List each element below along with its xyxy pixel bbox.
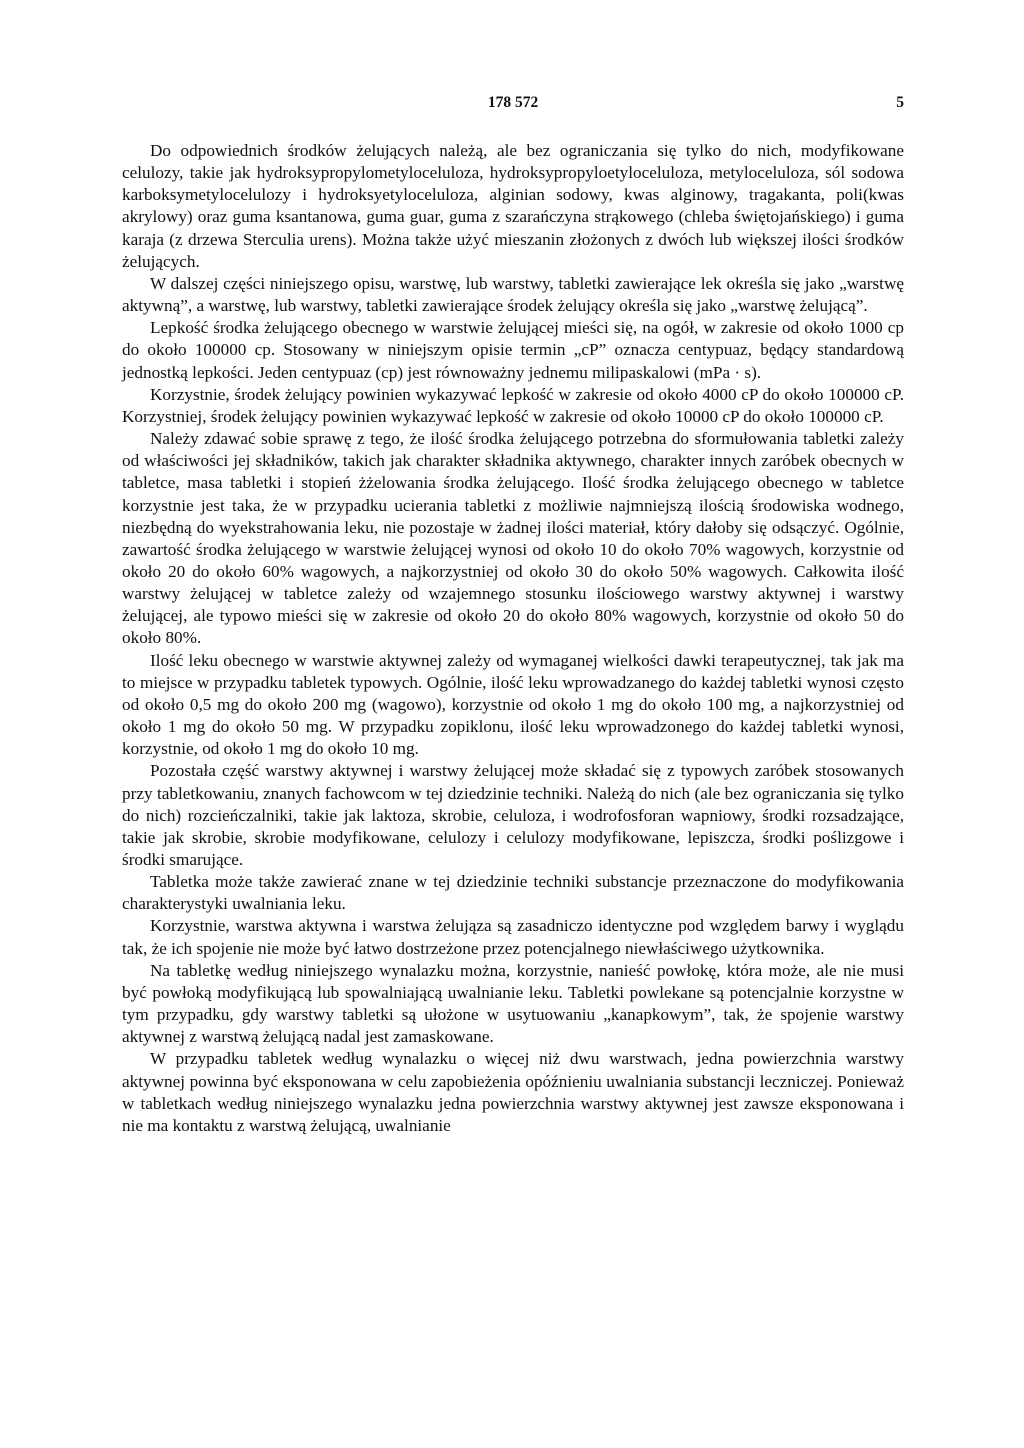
body-text xyxy=(122,140,904,1137)
paragraph: Należy zdawać sobie sprawę z tego, że ilość środka żelującego potrzebna do sformułowania tabletki zależy od właściwości jej składników, takich jak charakter składnika aktywnego, charakter innych zaróbek obecnych w tabletce, masa tabletki i stopień żżelowania środka żelującego. Ilość środka żelującego obecnego w tabletce korzystnie jest taka, że w przypadku ucierania tabletki z możliwie najmniejszą ilością środowiska wodnego, niezbędną do wyekstrahowania leku, nie pozostaje w żadnej ilości materiał, który dałoby się odsączyć. Ogólnie, zawartość środka żelującego w warstwie żelującej wynosi od około 10 do około 70% wagowych, korzystnie od około 20 do około 60% wagowych, a najkorzystniej od około 30 do około 50% wagowych. Całkowita ilość warstwy żelującej w tabletce zależy od wzajemnego stosunku ilościowego warstwy aktywnej i warstwy żelującej, ale typowo mieści się w zakresie od około 20 do około 80% wagowych, korzystnie od około 50 do około 80%. xyxy=(122,429,904,648)
paragraph: Lepkość środka żelującego obecnego w warstwie żelującej mieści się, na ogół, w zakresie od około 1000 cp do około 100000 cp. Stosowany w niniejszym opisie termin „cP” oznacza centypuaz, będący standardową jednostką lepkości. Jeden centypuaz (cp) jest równoważny jednemu milipaskalowi (mPa · s). xyxy=(122,318,904,382)
paragraph: Na tabletkę według niniejszego wynalazku można, korzystnie, nanieść powłokę, która może, ale nie musi być powłoką modyfikującą lub spowalniającą uwalnianie leku. Tabletki powlekane są potencjalnie korzystne w tym przypadku, gdy warstwy tabletki są ułożone w usytuowaniu „kanapkowym”, tak, że spojenie warstwy aktywnej z warstwą żelującą nadal jest zamaskowane. xyxy=(122,960,904,1047)
document-page xyxy=(122,94,904,1137)
paragraph: Pozostała część warstwy aktywnej i warstwy żelującej może składać się z typowych zaróbek stosowanych przy tabletkowaniu, znanych fachowcom w tej dziedzinie techniki. Należą do nich (ale bez ograniczania się tylko do nich) rozcieńczalniki, takie jak laktoza, skrobie, celuloza, i wodrofosforan wapniowy, środki rozsadzające, takie jak skrobie, skrobie modyfikowane, celulozy i celulozy modyfikowane, lepiszcza, środki poślizgowe i środki smarujące. xyxy=(122,761,904,869)
paragraph: W dalszej części niniejszego opisu, warstwę, lub warstwy, tabletki zawierające lek określa się jako „warstwę aktywną”, a warstwę, lub warstwy, tabletki zawierające środek żelujący określa się jako „warstwę żelującą”. xyxy=(122,273,904,316)
paragraph: Tabletka może także zawierać znane w tej dziedzinie techniki substancje przeznaczone do modyfikowania charakterystyki uwalniania leku. xyxy=(122,872,904,914)
paragraph: W przypadku tabletek według wynalazku o więcej niż dwu warstwach, jedna powierzchnia warstwy aktywnej powinna być eksponowana w celu zapobieżenia opóźnieniu uwalniania substancji leczniczej. Ponieważ w tabletkach według niniejszego wynalazku jedna powierzchnia warstwy aktywnej jest zawsze eksponowana i nie ma kontaktu z warstwą żelującą, uwalnianie xyxy=(122,1049,904,1135)
paragraph: Do odpowiednich środków żelujących należą, ale bez ograniczania się tylko do nich, modyfikowane celulozy, takie jak hydroksypropylometyloceluloza, hydroksypropyloetyloceluloza, metyloceluloza, sól sodowa karboksymetylocelulozy i hydroksyetyloceluloza, alginian sodowy, kwas alginowy, tragakanta, poli(kwas akrylowy) oraz guma ksantanowa, guma guar, guma z szarańczyna strąkowego (chleba świętojańskiego) i guma karaja (z drzewa Sterculia urens). Można także użyć mieszanin złożonych z dwóch lub większej ilości środków żelujących. xyxy=(122,141,904,271)
page-header xyxy=(122,94,904,120)
paragraph: Korzystnie, środek żelujący powinien wykazywać lepkość w zakresie od około 4000 cP do około 100000 cP. Korzystniej, środek żelujący powinien wykazywać lepkość w zakresie od około 10000 cP do około 100000 cP. xyxy=(122,384,904,426)
patent-number: 178 572 xyxy=(487,94,539,111)
paragraph: Korzystnie, warstwa aktywna i warstwa żelująza są zasadniczo identyczne pod względem barwy i wyglądu tak, że ich spojenie nie może być łatwo dostrzeżone przez potencjalnego niewłaściwego użytkownika. xyxy=(122,916,904,958)
paragraph: Ilość leku obecnego w warstwie aktywnej zależy od wymaganej wielkości dawki terapeutycznej, tak jak ma to miejsce w przypadku tabletek typowych. Ogólnie, ilość leku wprowadzanego do każdej tabletki wynosi często od około 0,5 mg do około 200 mg (wagowo), korzystnie od około 1 mg do około 100 mg, a najkorzystniej od około 1 mg do około 50 mg. W przypadku zopiklonu, ilość leku wprowadzonego do każdej tabletki wynosi, korzystnie, od około 1 mg do około 10 mg. xyxy=(122,650,904,759)
page-number: 5 xyxy=(896,94,904,111)
